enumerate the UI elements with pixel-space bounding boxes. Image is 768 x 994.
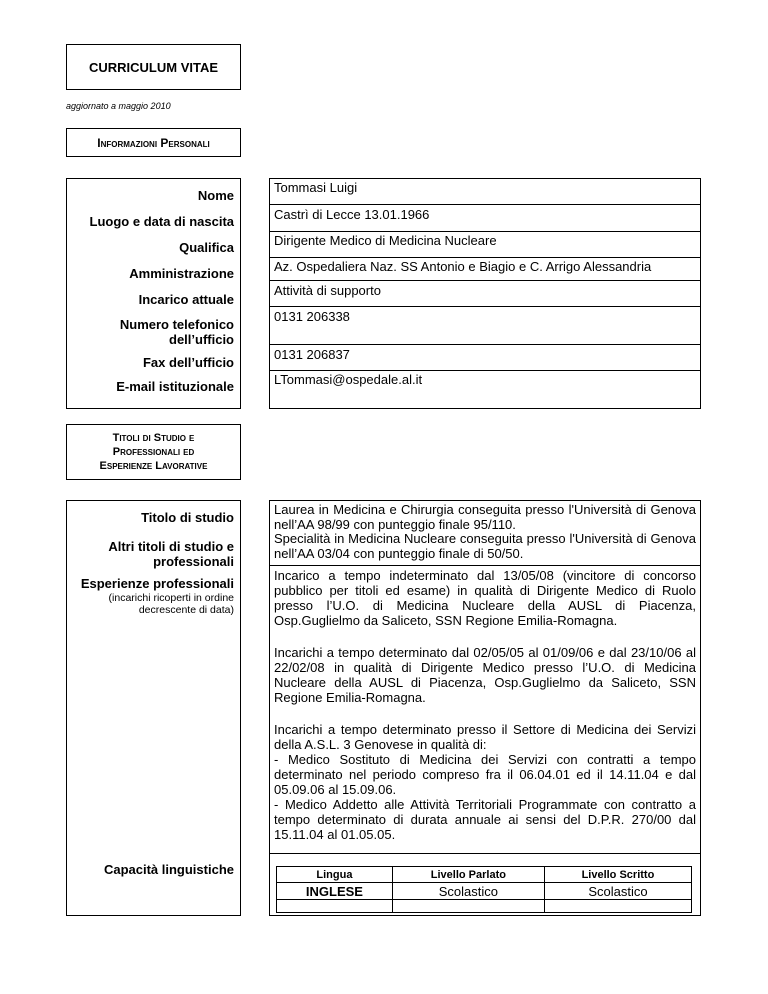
- section-studies-line1: Titoli di Studio e: [112, 432, 195, 444]
- row-divider: [270, 257, 700, 258]
- cell-empty: [392, 900, 544, 913]
- label-altri-titoli: Altri titoli di studio e professionali: [108, 539, 234, 569]
- updated-note: aggiornato a maggio 2010: [66, 101, 171, 111]
- table-row-empty: [277, 900, 692, 913]
- value-amministrazione: Az. Ospedaliera Naz. SS Antonio e Biagio e C. Arrigo Alessandria: [274, 259, 652, 274]
- header-scritto: Livello Scritto: [544, 867, 691, 883]
- cell-parlato: Scolastico: [392, 883, 544, 900]
- label-incarico: Incarico attuale: [138, 292, 234, 307]
- label-qualifica: Qualifica: [179, 240, 234, 255]
- cv-title-text: CURRICULUM VITAE: [88, 59, 219, 75]
- section-studies-title: [66, 424, 241, 480]
- esperienze-paragraph-2: Incarichi a tempo determinato dal 02/05/05 al 01/09/06 e dal 23/10/06 al 22/02/08 in qualità di Dirigente Medico presso l’U.O. di Medicina Nucleare della AUSL di Piacenza, Osp.Guglielmo da Saliceto, SSN Regione Emilia-Romagna.: [274, 645, 696, 705]
- cell-empty: [544, 900, 691, 913]
- row-divider: [270, 280, 700, 281]
- studies-labels: [66, 500, 241, 916]
- row-divider: [270, 853, 700, 854]
- label-esperienze-note: (incarichi ricoperti in ordine decrescente di data): [108, 592, 234, 616]
- table-row: [277, 883, 692, 900]
- row-divider: [270, 565, 700, 566]
- label-esperienze: Esperienze professionali: [80, 576, 234, 591]
- value-incarico: Attività di supporto: [274, 283, 381, 298]
- esperienze-p3-item2: - Medico Addetto alle Attività Territoriali Programmate con contratto a tempo determinato di durata annuale ai sensi del D.P.R. 270/00 dal 15.11.04 al 01.05.05.: [274, 797, 696, 842]
- row-divider: [270, 370, 700, 371]
- value-nome: Tommasi Luigi: [274, 180, 358, 195]
- personal-labels: [66, 178, 241, 409]
- section-studies-line2: Professionali ed: [112, 446, 195, 458]
- row-divider: [270, 344, 700, 345]
- esperienze-p3-intro: Incarichi a tempo determinato presso il Settore di Medicina dei Servizi della A.S.L. 3 Genovese in qualità di:: [274, 722, 696, 752]
- value-titolo-studio: Laurea in Medicina e Chirurgia conseguita presso l'Università di Genova nell’AA 98/99 con punteggio finale 95/110.: [274, 502, 696, 532]
- section-personal-word1: Informazioni: [97, 135, 158, 150]
- label-amministrazione: Amministrazione: [129, 266, 234, 281]
- value-altri-titoli: Specialità in Medicina Nucleare conseguita presso l'Università di Genova nell’AA 03/04 con punteggio finale di 50/50.: [274, 531, 696, 561]
- label-fax: Fax dell’ufficio: [142, 355, 234, 370]
- header-parlato: Livello Parlato: [392, 867, 544, 883]
- esperienze-paragraph-1: Incarico a tempo indeterminato dal 13/05/08 (vincitore di concorso pubblico per titoli ed esame) in qualità di Dirigente Medico di Ruolo presso l’U.O. di Medicina Nucleare della AUSL di Piacenza, Osp.Guglielmo da Saliceto, SSN Regione Emilia-Romagna.: [274, 568, 696, 628]
- cv-title: [66, 44, 241, 90]
- label-lingue: Capacità linguistiche: [103, 862, 234, 877]
- section-personal-title: [66, 128, 241, 157]
- label-nome: Nome: [197, 188, 234, 203]
- cell-empty: [277, 900, 393, 913]
- value-email: LTommasi@ospedale.al.it: [274, 372, 423, 387]
- cell-lingua: INGLESE: [277, 883, 393, 900]
- value-fax: 0131 206837: [274, 347, 350, 362]
- label-luogo-data: Luogo e data di nascita: [89, 214, 234, 229]
- row-divider: [270, 204, 700, 205]
- label-email: E-mail istituzionale: [116, 379, 234, 394]
- cell-scritto: Scolastico: [544, 883, 691, 900]
- esperienze-paragraph-3: [274, 722, 696, 842]
- section-studies-line3: Esperienze Lavorative: [99, 460, 208, 472]
- personal-values: [269, 178, 701, 409]
- label-telefono: Numero telefonico dell’ufficio: [119, 317, 234, 347]
- header-lingua: Lingua: [277, 867, 393, 883]
- row-divider: [270, 306, 700, 307]
- value-qualifica: Dirigente Medico di Medicina Nucleare: [274, 233, 497, 248]
- esperienze-p3-item1: - Medico Sostituto di Medicina dei Servizi con contratti a tempo determinato nel periodo compreso fra il 06.04.01 ed il 14.11.04 e dal 05.09.06 al 15.09.06.: [274, 752, 696, 797]
- value-luogo-data: Castrì di Lecce 13.01.1966: [274, 207, 430, 222]
- row-divider: [270, 231, 700, 232]
- label-titolo-studio: Titolo di studio: [141, 510, 234, 525]
- value-telefono: 0131 206338: [274, 309, 350, 324]
- language-table-header: [277, 867, 692, 883]
- section-personal-word2: Personali: [160, 135, 210, 150]
- studies-values: [269, 500, 701, 916]
- language-table: [276, 866, 692, 913]
